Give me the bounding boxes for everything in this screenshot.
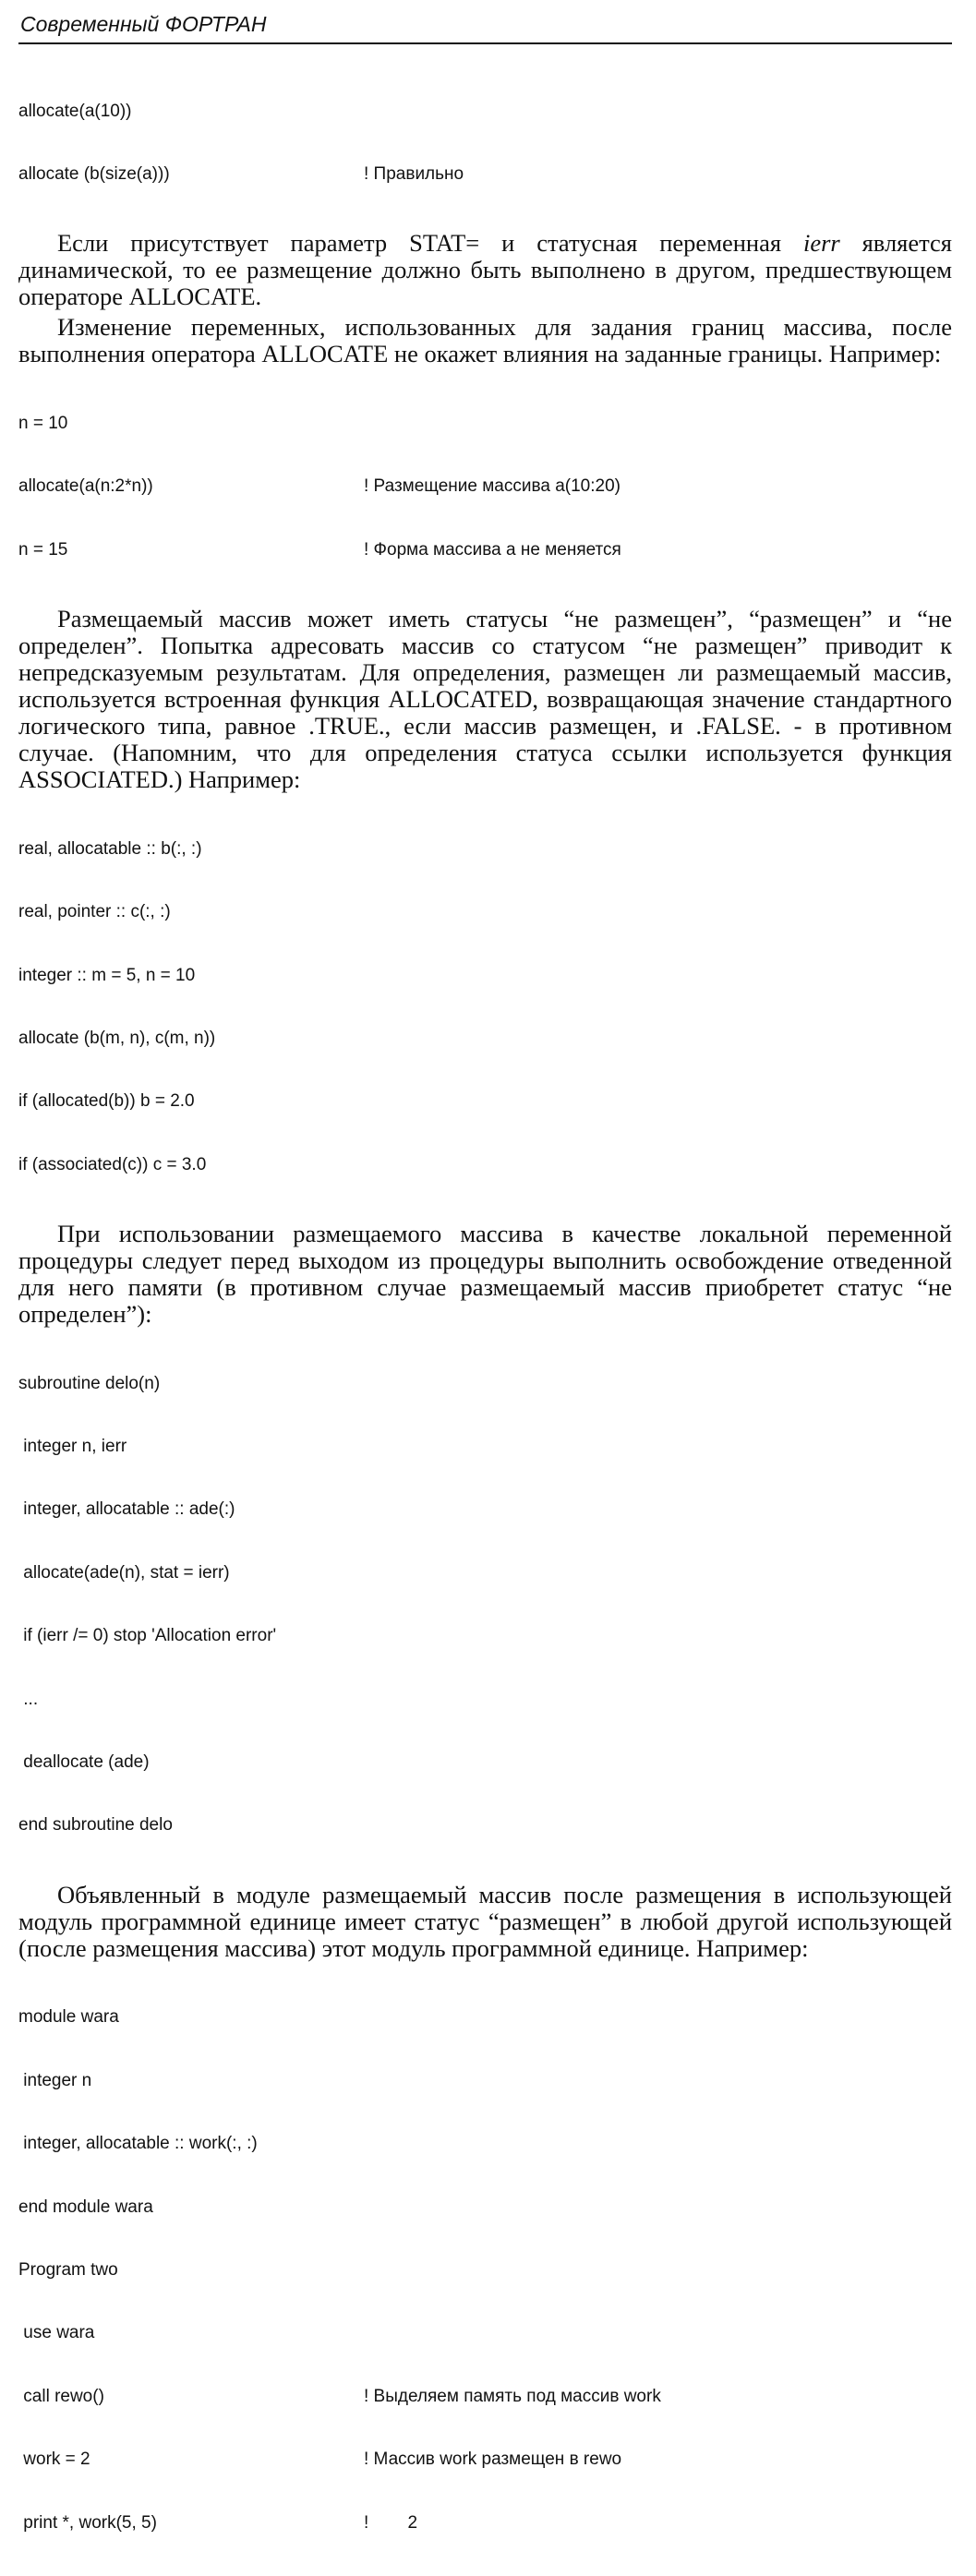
code-comment [364,1155,952,1176]
code-comment [364,902,952,923]
code-statement: use wara [18,2323,95,2343]
code-statement: allocate(ade(n), stat = ierr) [18,1562,230,1583]
code-statement: allocate(a(n:2*n)) [18,476,153,497]
code-statement: module wara [18,2007,119,2028]
code-comment [364,2134,952,2155]
code-statement: if (associated(c)) c = 3.0 [18,1154,207,1174]
code-statement: integer :: m = 5, n = 10 [18,965,196,985]
variable-name: ierr [802,229,840,258]
code-line [18,164,952,186]
code-statement: integer, allocatable :: work(:, :) [18,2134,258,2154]
code-block-4 [18,1331,952,1879]
code-line [18,102,952,123]
running-header: Современный ФОРТРАН [18,11,952,44]
code-line [18,2513,952,2534]
code-comment [364,414,952,435]
code-comment: ! Размещение массива a(10:20) [364,476,621,497]
code-line [18,414,952,435]
code-comment [364,2007,952,2028]
paragraph-bounds: Изменение переменных, использованных для задания границ массива, после выполнения оператора ALLOCATE не окажет влияния на заданные границы. Например: [18,313,952,368]
code-statement: if (ierr /= 0) stop 'Allocation error' [18,1626,277,1646]
code-block-3 [18,797,952,1218]
code-line [18,902,952,923]
code-line [18,476,952,498]
code-statement: end subroutine delo [18,1815,173,1836]
code-comment [364,1091,952,1113]
code-comment: ! Выделяем память под массив work [364,2386,661,2406]
code-statement: allocate(a(10)) [18,101,132,121]
code-line [18,1499,952,1521]
code-line [18,1437,952,1458]
code-line [18,2007,952,2028]
code-block-1 [18,59,952,227]
code-line [18,1752,952,1774]
code-line [18,966,952,987]
code-statement: subroutine delo(n) [18,1373,161,1393]
code-statement: Program two [18,2259,118,2280]
code-comment [364,966,952,987]
code-block-2 [18,371,952,603]
code-line [18,2260,952,2281]
code-comment: ! Правильно [364,163,464,184]
code-line [18,1626,952,1647]
paragraph-module-array: Объявленный в модуле размещаемый массив после размещения в использующей модуль программной единице имеет статус “размещен” в любой другой использующей (после размещения массива) этот модуль программной единице. Например: [18,1880,952,1962]
code-statement: allocate (b(m, n), c(m, n)) [18,1028,216,1048]
paragraph-text: Если присутствует параметр STAT= и статусная переменная [57,229,803,258]
code-line [18,1029,952,1050]
code-statement: print *, work(5, 5) [18,2512,157,2533]
code-line [18,1374,952,1395]
code-statement: integer, allocatable :: ade(:) [18,1499,235,1520]
code-comment [364,102,952,123]
code-line [18,1155,952,1176]
code-comment [364,1029,952,1050]
code-block-5 [18,1966,952,2576]
code-line [18,2323,952,2344]
paragraph-stat [18,230,952,310]
paragraph-text: является динамической, то ее размещение должно быть выполнено в другом, предшествующем операторе ALLOCATE. [18,229,952,311]
code-line [18,2134,952,2155]
code-comment: ! Форма массива а не меняется [364,539,621,560]
code-statement: work = 2 [18,2450,90,2470]
code-statement: real, pointer :: c(:, :) [18,902,171,922]
code-line [18,540,952,561]
code-comment [364,839,952,861]
code-statement: ... [18,1689,39,1709]
code-statement: real, allocatable :: b(:, :) [18,838,202,859]
code-statement: n = 10 [18,413,68,433]
code-line [18,2450,952,2471]
code-line [18,1563,952,1584]
code-statement: end module wara [18,2197,153,2217]
code-statement: n = 15 [18,539,68,560]
code-comment: ! Массив work размещен в rewo [364,2450,622,2470]
code-comment [364,2071,952,2092]
code-comment [364,2197,952,2219]
code-line [18,1091,952,1113]
code-statement: call rewo() [18,2386,104,2406]
code-comment [364,2323,952,2344]
code-line [18,1690,952,1711]
code-statement: deallocate (ade) [18,1752,150,1773]
code-line [18,2197,952,2219]
paragraph-local-array: При использовании размещаемого массива в качестве локальной переменной процедуры следует перед выходом из процедуры выполнить освобождение отведенной для него памяти (в противном случае размещаемый массив приобретет статус “не определен”): [18,1220,952,1329]
code-statement: allocate (b(size(a))) [18,163,170,184]
code-line [18,839,952,861]
code-line [18,1815,952,1836]
code-statement: integer n [18,2070,92,2090]
code-line [18,2071,952,2092]
code-comment: ! 2 [364,2512,418,2533]
code-statement: if (allocated(b)) b = 2.0 [18,1091,195,1112]
code-comment [364,2260,952,2281]
paragraph-statuses: Размещаемый массив может иметь статусы “не размещен”, “размещен” и “не определен”. Попытка адресовать массив со статусом “не размещен” приводит к непредсказуемым результатам. Для определения, размещен ли размещаемый массив, используется встроенная функция ALLOCATED, возвращающая значение стандартного логического типа, равное .TRUE., если массив размещен, и .FALSE. - в противном случае. (Напомним, что для определения статуса ссылки используется функция ASSOCIATED.) Например: [18,605,952,794]
code-line [18,2387,952,2408]
code-statement: integer n, ierr [18,1437,127,1457]
